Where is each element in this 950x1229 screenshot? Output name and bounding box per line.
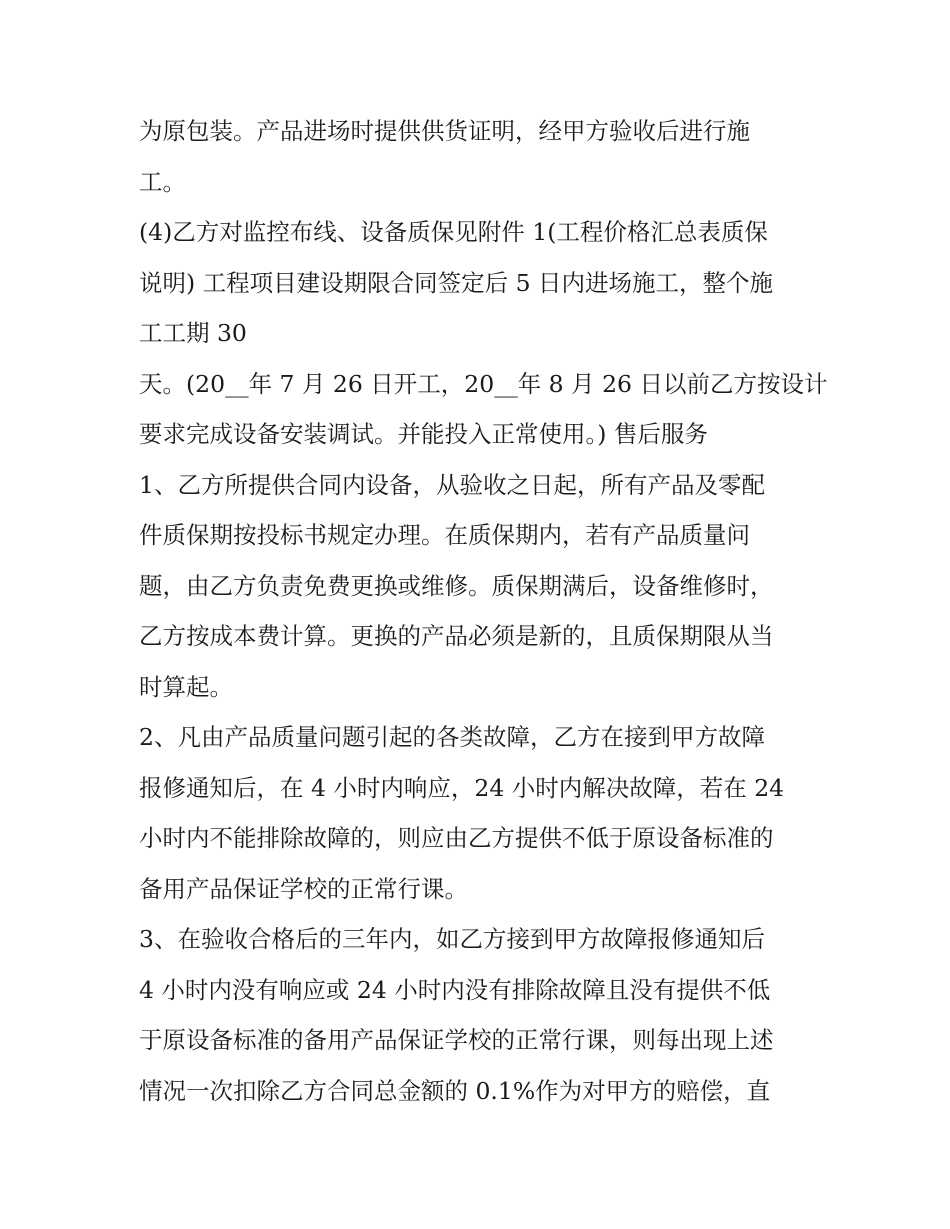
text-line: 题，由乙方负责免费更换或维修。质保期满后，设备维修时， [139, 571, 774, 600]
text-line: 小时内不能排除故障的，则应由乙方提供不低于原设备标准的 [139, 824, 774, 852]
text-line: 报修通知后，在 4 小时内响应，24 小时内解决故障，若在 24 [139, 773, 785, 802]
text-line: 为原包装。产品进场时提供供货证明，经甲方验收后进行施 [139, 117, 750, 145]
text-line: (4)乙方对监控布线、设备质保见附件 1(工程价格汇总表质保 [139, 218, 768, 246]
text-line: 件质保期按投标书规定办理。在质保期内，若有产品质量问 [139, 521, 750, 549]
text-line: 2、凡由产品质量问题引起的各类故障，乙方在接到甲方故障 [139, 723, 765, 751]
text-line: 工。 [139, 167, 186, 196]
document-body-text [139, 106, 828, 1116]
text-line: 时算起。 [139, 672, 233, 701]
text-line: 要求完成设备安装调试。并能投入正常使用。) 售后服务 [139, 420, 708, 448]
text-line: 1、乙方所提供合同内设备，从验收之日起，所有产品及零配 [139, 470, 765, 499]
text-line: 情况一次扣除乙方合同总金额的 0.1%作为对甲方的赔偿，直 [139, 1076, 771, 1105]
text-line: 3、在验收合格后的三年内，如乙方接到甲方故障报修通知后 [139, 925, 765, 953]
text-line: 工工期 30 [139, 319, 247, 347]
text-line: 天。(20__年 7 月 26 日开工，20__年 8 月 26 日以前乙方按设计 [139, 369, 828, 398]
text-line: 4 小时内没有响应或 24 小时内没有排除故障且没有提供不低 [139, 975, 771, 1004]
text-line: 说明) 工程项目建设期限合同签定后 5 日内进场施工，整个施 [139, 268, 774, 297]
text-line: 备用产品保证学校的正常行课。 [139, 874, 468, 903]
text-line: 乙方按成本费计算。更换的产品必须是新的，且质保期限从当 [139, 622, 774, 650]
text-line: 于原设备标准的备用产品保证学校的正常行课，则每出现上述 [139, 1026, 774, 1054]
